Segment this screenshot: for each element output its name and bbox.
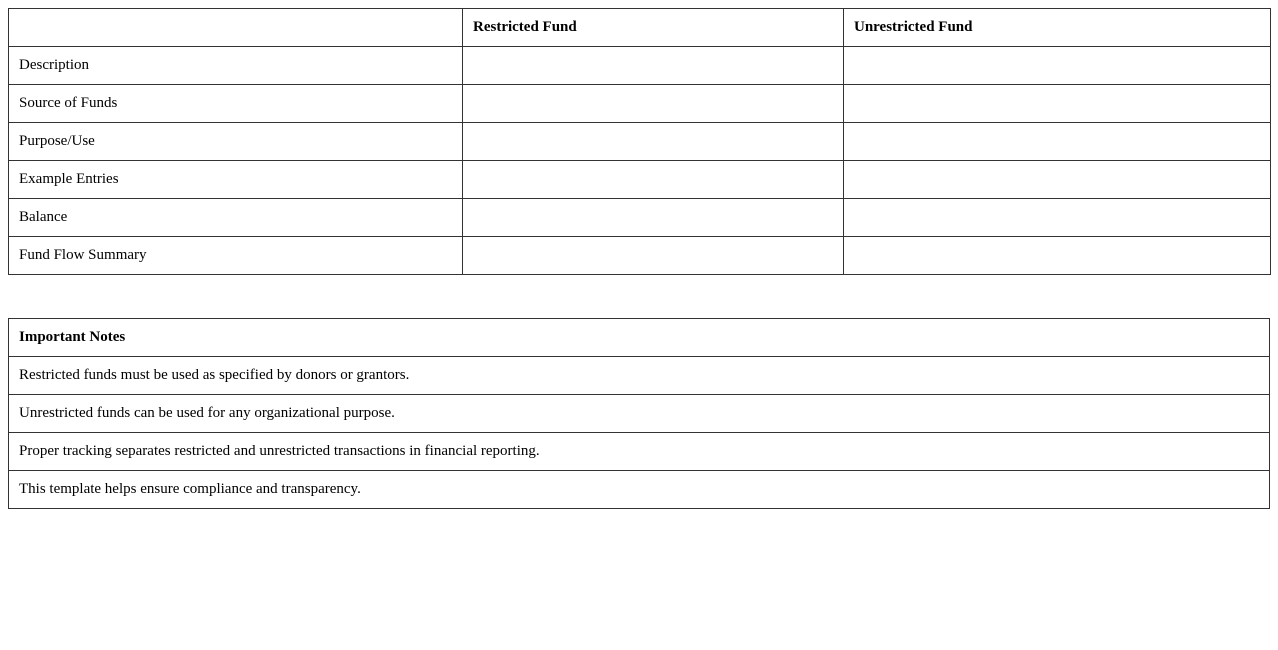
notes-heading-row (9, 319, 1270, 357)
table-row (9, 85, 1271, 123)
note-item: Unrestricted funds can be used for any organizational purpose. (9, 395, 1270, 433)
table-row (9, 237, 1271, 275)
table-row (9, 433, 1270, 471)
row-label-fund-flow-summary: Fund Flow Summary (9, 237, 463, 275)
table-row (9, 199, 1271, 237)
note-item: Restricted funds must be used as specified by donors or grantors. (9, 357, 1270, 395)
header-cell-restricted-fund: Restricted Fund (463, 9, 844, 47)
fund-comparison-table (8, 8, 1271, 275)
note-item: Proper tracking separates restricted and unrestricted transactions in financial reporting. (9, 433, 1270, 471)
cell-restricted-fund-flow-summary[interactable] (463, 237, 844, 275)
table-row (9, 123, 1271, 161)
cell-restricted-balance[interactable] (463, 199, 844, 237)
row-label-purpose-use: Purpose/Use (9, 123, 463, 161)
row-label-balance: Balance (9, 199, 463, 237)
row-label-description: Description (9, 47, 463, 85)
table-header-row (9, 9, 1271, 47)
header-cell-unrestricted-fund: Unrestricted Fund (844, 9, 1271, 47)
table-row (9, 471, 1270, 509)
cell-unrestricted-fund-flow-summary[interactable] (844, 237, 1271, 275)
important-notes-table (8, 318, 1270, 509)
table-row (9, 161, 1271, 199)
cell-restricted-purpose-use[interactable] (463, 123, 844, 161)
table-row (9, 357, 1270, 395)
cell-unrestricted-purpose-use[interactable] (844, 123, 1271, 161)
cell-unrestricted-example-entries[interactable] (844, 161, 1271, 199)
cell-unrestricted-description[interactable] (844, 47, 1271, 85)
header-cell-blank (9, 9, 463, 47)
table-row (9, 47, 1271, 85)
cell-restricted-source-of-funds[interactable] (463, 85, 844, 123)
cell-restricted-description[interactable] (463, 47, 844, 85)
notes-heading: Important Notes (9, 319, 1270, 357)
note-item: This template helps ensure compliance and transparency. (9, 471, 1270, 509)
cell-unrestricted-source-of-funds[interactable] (844, 85, 1271, 123)
row-label-example-entries: Example Entries (9, 161, 463, 199)
table-row (9, 395, 1270, 433)
cell-restricted-example-entries[interactable] (463, 161, 844, 199)
cell-unrestricted-balance[interactable] (844, 199, 1271, 237)
row-label-source-of-funds: Source of Funds (9, 85, 463, 123)
